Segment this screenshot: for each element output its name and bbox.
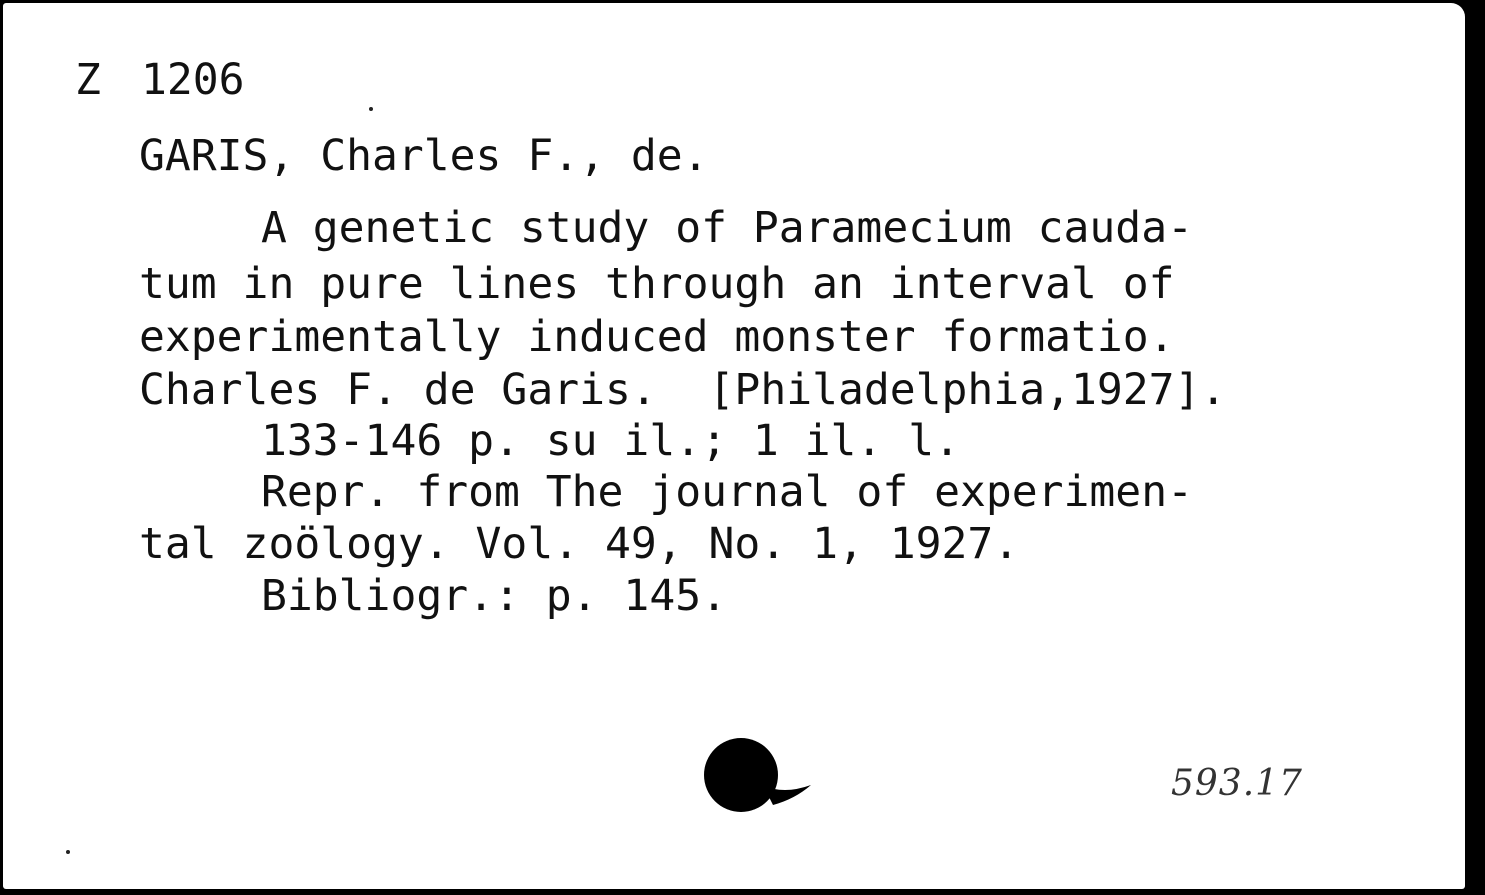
imprint-line: Charles F. de Garis. [Philadelphia,1927]. (139, 365, 1227, 415)
note-line: Repr. from The journal of experimen- (261, 467, 1193, 517)
note-line: Bibliogr.: p. 145. (261, 571, 727, 621)
catalog-card (3, 3, 1465, 889)
author-heading: GARIS, Charles F., de. (139, 131, 709, 181)
handwritten-number: 593.17 (1171, 763, 1303, 804)
note-line: tal zoölogy. Vol. 49, No. 1, 1927. (139, 519, 1020, 569)
punch-hole-icon (703, 733, 813, 819)
stray-dot (369, 107, 373, 111)
title-line: A genetic study of Paramecium cauda- (261, 203, 1193, 253)
call-number: 1206 (141, 55, 245, 105)
title-line: tum in pure lines through an interval of (139, 259, 1175, 309)
collation-line: 133-146 p. su il.; 1 il. l. (261, 416, 960, 466)
title-line: experimentally induced monster formatio. (139, 312, 1175, 362)
stray-dot (66, 850, 70, 854)
call-number-class: Z (75, 55, 101, 105)
